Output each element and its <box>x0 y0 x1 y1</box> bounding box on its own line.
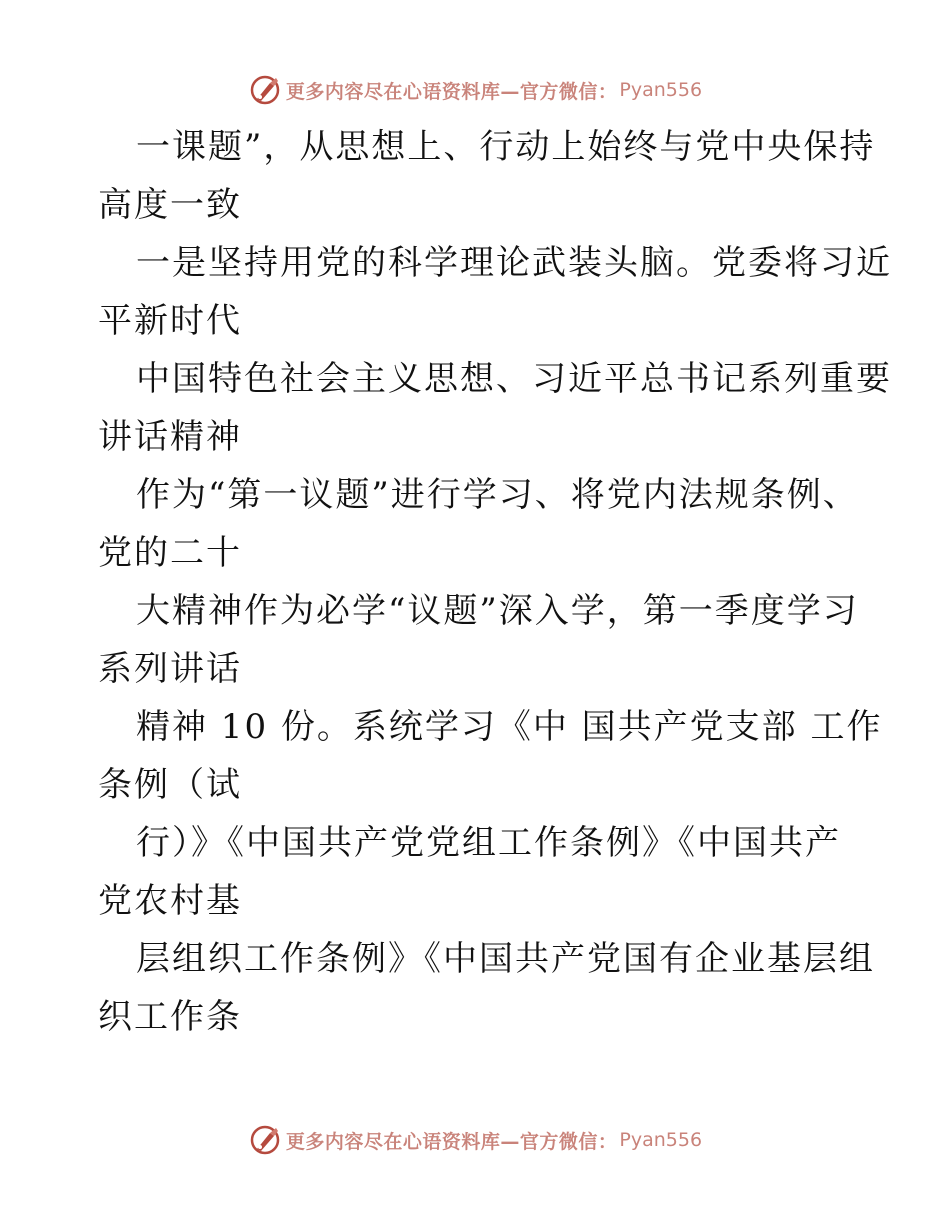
footer-watermark <box>0 1120 950 1160</box>
text-line: 中国特色社会主义思想、习近平总书记系列重要 <box>136 359 892 399</box>
watermark-text: 更多内容尽在心语资料库—官方微信： <box>285 1130 618 1153</box>
text-line: 层组织工作条例》《中国共产党国有企业基层组 <box>136 939 875 979</box>
watermark-text: 更多内容尽在心语资料库—官方微信： <box>285 80 618 103</box>
text-line: 平新时代 <box>98 301 242 341</box>
pen-quill-logo-icon <box>248 1123 282 1157</box>
text-line: 织工作条 <box>98 997 242 1037</box>
watermark-handle: Pyan556 <box>619 1129 703 1151</box>
text-line: 党的二十 <box>98 533 242 573</box>
text-line: 一是坚持用党的科学理论武装头脑。党委将习近 <box>136 243 892 283</box>
text-line: 讲话精神 <box>98 417 242 457</box>
text-line: 高度一致 <box>98 185 242 225</box>
pen-quill-logo-icon <box>248 73 282 107</box>
text-line: 条例（试 <box>98 765 242 805</box>
text-line: 大精神作为必学“议题”深入学，第一季度学习 <box>136 591 859 631</box>
text-line: 作为“第一议题”进行学习、将党内法规条例、 <box>136 475 859 515</box>
watermark-handle: Pyan556 <box>619 79 703 101</box>
header-watermark <box>0 70 950 110</box>
text-line: 系列讲话 <box>98 649 242 689</box>
text-line: 行）》《中国共产党党组工作条例》《中国共产 <box>136 823 841 863</box>
text-line: 一课题”，从思想上、行动上始终与党中央保持 <box>136 127 876 167</box>
text-line: 精神 10 份。系统学习《中 国共产党支部 工作 <box>136 707 883 747</box>
document-body <box>98 118 892 1046</box>
text-line: 党农村基 <box>98 881 242 921</box>
